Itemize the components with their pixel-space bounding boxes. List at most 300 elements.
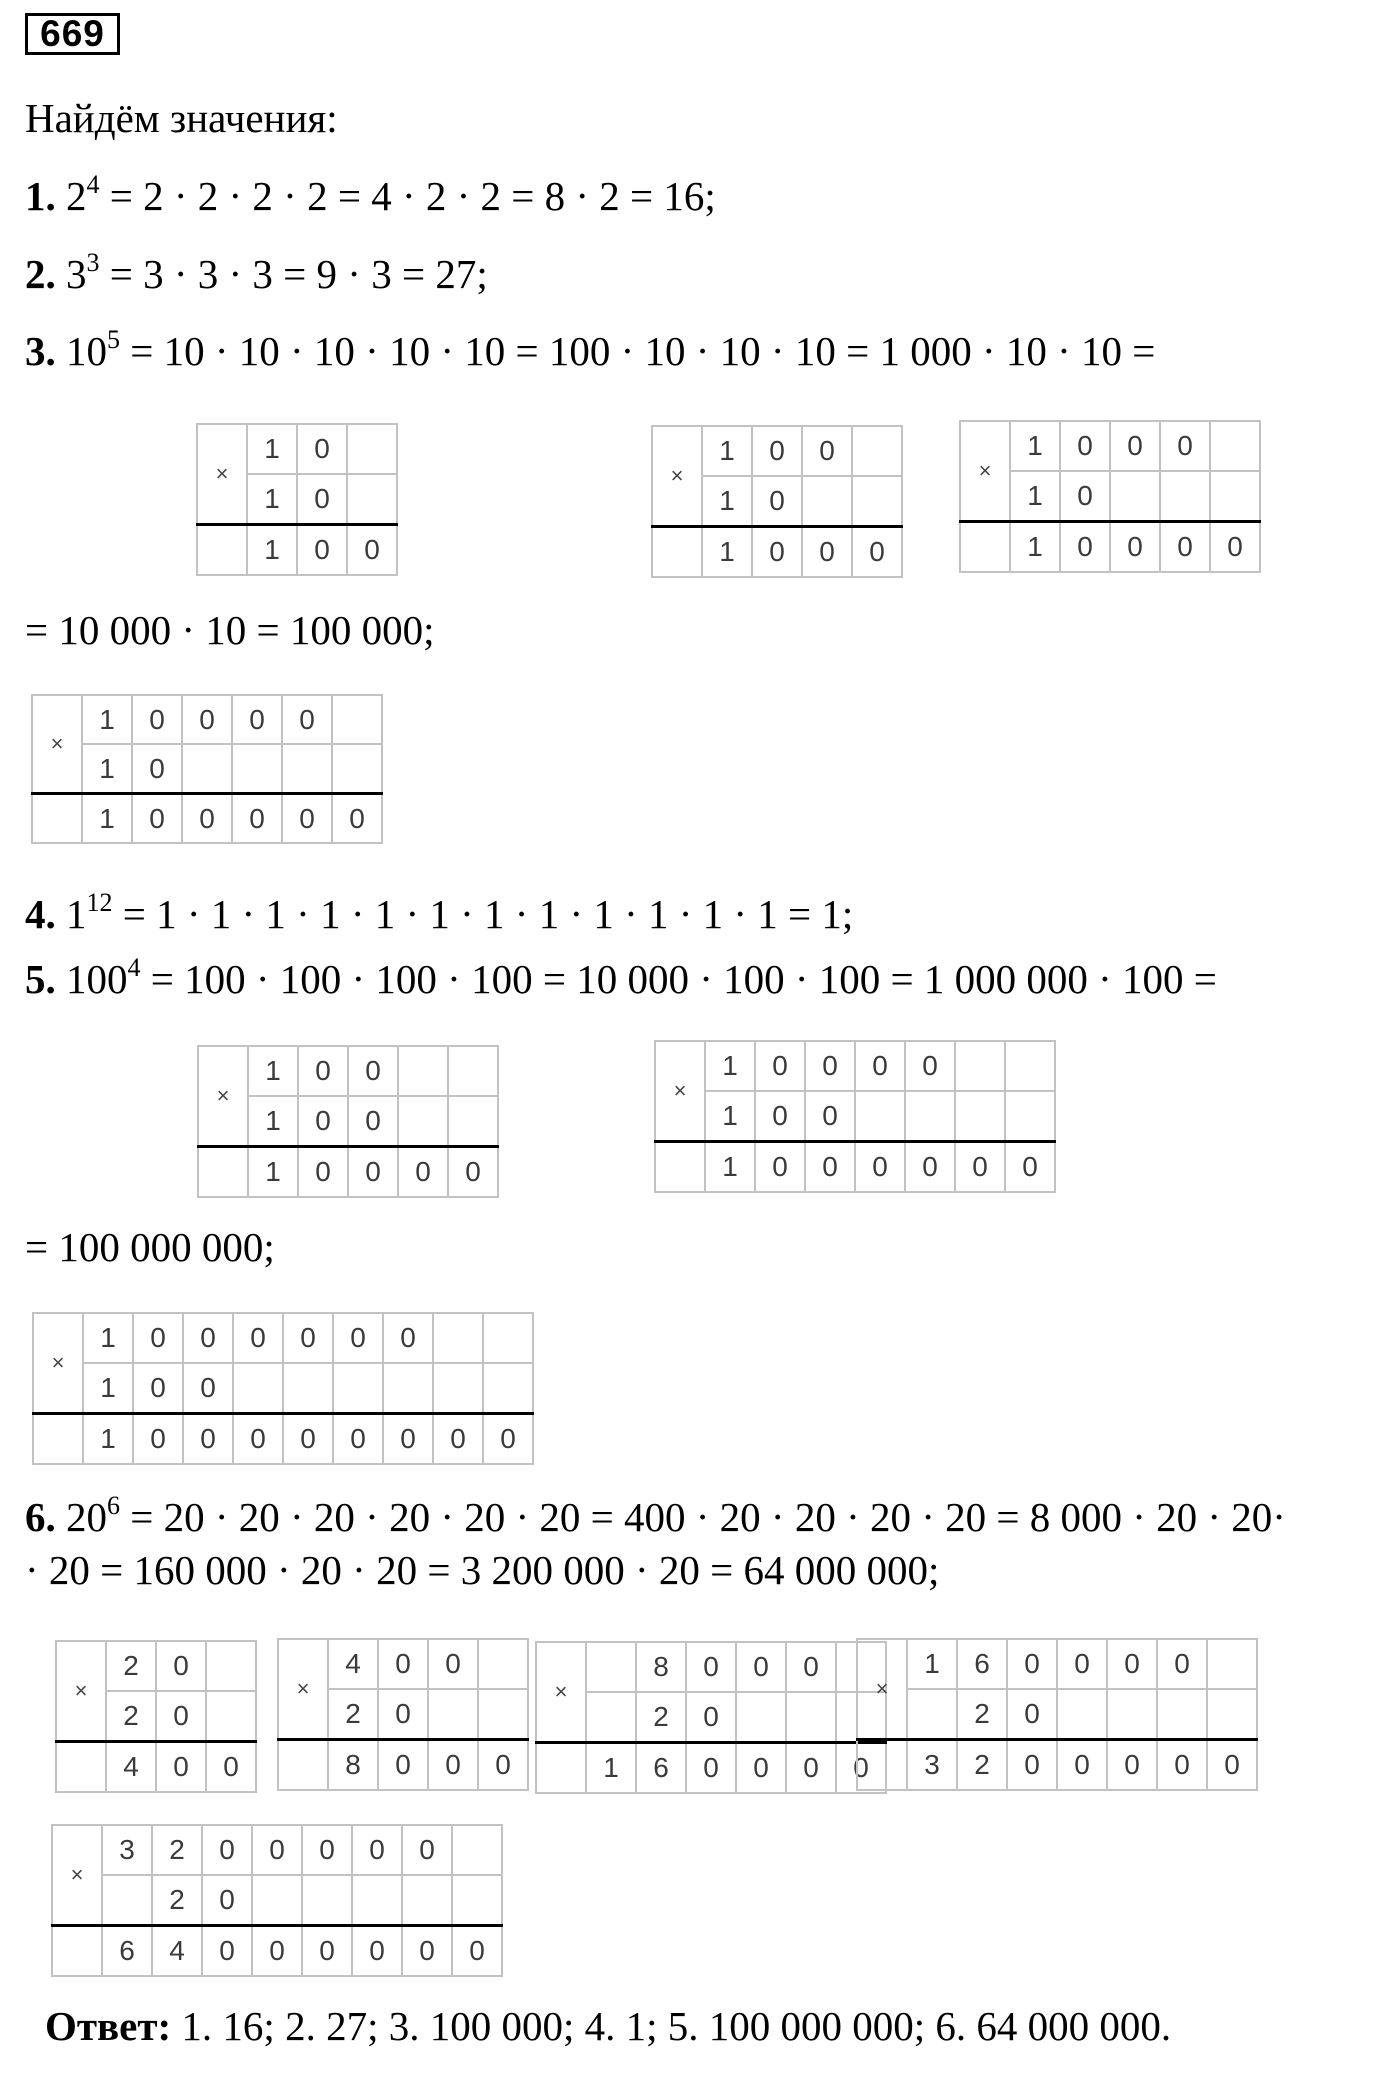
grid-row [33, 1363, 533, 1414]
grid-cell: 0 [855, 1142, 905, 1193]
grid-row [652, 527, 902, 578]
grid-cell: 0 [348, 1147, 398, 1198]
grid-cell [1207, 1639, 1257, 1689]
column-multiplication [959, 420, 1261, 573]
grid-cell: 0 [383, 1313, 433, 1363]
grid-cell [1005, 1041, 1055, 1091]
grid-cell [428, 1689, 478, 1740]
grid-row [278, 1740, 528, 1791]
item-number: 5. [25, 956, 56, 1002]
grid-cell: 0 [383, 1414, 433, 1465]
multiply-sign: × [278, 1639, 328, 1740]
grid-cell: 0 [1107, 1740, 1157, 1791]
grid-row [33, 1313, 533, 1363]
grid-cell: 0 [1060, 471, 1110, 522]
grid-row [536, 1692, 886, 1743]
column-multiplication [32, 1312, 534, 1465]
grid-cell [283, 1363, 333, 1414]
grid-cell [478, 1639, 528, 1689]
grid-row [655, 1041, 1055, 1091]
grid-cell [1110, 471, 1160, 522]
multiplication-grid [654, 1040, 1056, 1193]
grid-cell: 0 [1210, 522, 1260, 573]
grid-row [536, 1743, 886, 1794]
grid-cell: 0 [1207, 1740, 1257, 1791]
grid-cell: 0 [1060, 421, 1110, 471]
grid-cell: 1 [705, 1142, 755, 1193]
multiplication-grid [55, 1640, 257, 1793]
grid-cell [52, 1926, 102, 1977]
grid-cell: 0 [133, 1313, 183, 1363]
grid-row [655, 1091, 1055, 1142]
grid-cell: 0 [433, 1414, 483, 1465]
grid-cell: 0 [202, 1926, 252, 1977]
grid-cell [32, 794, 82, 844]
grid-cell [452, 1875, 502, 1926]
grid-cell: 1 [247, 424, 297, 474]
grid-cell [586, 1642, 636, 1692]
grid-cell: 0 [252, 1926, 302, 1977]
grid-row [857, 1639, 1257, 1689]
grid-cell [960, 522, 1010, 573]
grid-cell: 0 [805, 1041, 855, 1091]
power-base: 10 [66, 328, 107, 374]
grid-cell [802, 476, 852, 527]
grid-cell: 0 [483, 1414, 533, 1465]
grid-row [198, 1147, 498, 1198]
column-multiplication [51, 1824, 503, 1977]
item-number: 3. [25, 328, 56, 374]
column-multiplication [31, 694, 383, 844]
grid-cell [448, 1046, 498, 1096]
grid-cell [786, 1692, 836, 1743]
grid-cell: 4 [328, 1639, 378, 1689]
column-multiplication [856, 1638, 1258, 1791]
grid-cell: 0 [378, 1740, 428, 1791]
column-multiplication [535, 1641, 887, 1794]
item-6 [25, 1493, 1286, 1541]
grid-cell: 0 [1060, 522, 1110, 573]
grid-cell [1107, 1689, 1157, 1740]
grid-cell [483, 1313, 533, 1363]
grid-cell [483, 1363, 533, 1414]
grid-cell: 0 [836, 1743, 886, 1794]
column-multiplication [651, 425, 903, 578]
grid-cell [1207, 1689, 1257, 1740]
column-multiplication [197, 1045, 499, 1198]
grid-cell: 0 [297, 474, 347, 525]
grid-cell: 0 [1057, 1639, 1107, 1689]
item-number: 4. [25, 891, 56, 937]
grid-cell: 0 [183, 1414, 233, 1465]
grid-cell [383, 1363, 433, 1414]
power-base: 100 [66, 956, 128, 1002]
grid-cell: 0 [298, 1046, 348, 1096]
grid-cell: 0 [202, 1825, 252, 1875]
grid-cell: 3 [102, 1825, 152, 1875]
grid-cell: 0 [302, 1926, 352, 1977]
grid-cell: 0 [752, 527, 802, 578]
grid-cell: 2 [957, 1689, 1007, 1740]
grid-row [56, 1742, 256, 1793]
grid-cell: 0 [298, 1147, 348, 1198]
multiplication-grid [277, 1638, 529, 1791]
item-number: 1. [25, 173, 56, 219]
grid-row [32, 695, 382, 744]
grid-cell: 0 [332, 794, 382, 844]
grid-cell: 0 [802, 527, 852, 578]
power-exponent: 5 [107, 325, 120, 354]
intro-text: Найдём значения: [25, 95, 338, 141]
grid-cell: 2 [636, 1692, 686, 1743]
item-number: 2. [25, 251, 56, 297]
grid-cell: 0 [298, 1096, 348, 1147]
grid-row [32, 744, 382, 794]
grid-row [857, 1740, 1257, 1791]
grid-cell [332, 695, 382, 744]
multiply-sign: × [655, 1041, 705, 1142]
power-exponent: 4 [86, 170, 100, 199]
grid-cell: 0 [736, 1642, 786, 1692]
item-5 [25, 955, 1217, 1003]
grid-cell: 0 [282, 695, 332, 744]
grid-cell: 0 [402, 1825, 452, 1875]
grid-cell: 1 [83, 1363, 133, 1414]
grid-cell: 0 [1057, 1740, 1107, 1791]
column-multiplication [196, 423, 398, 576]
grid-cell: 1 [82, 794, 132, 844]
power-base: 3 [66, 251, 87, 297]
item-4 [25, 890, 853, 938]
grid-cell: 0 [755, 1041, 805, 1091]
grid-cell: 0 [852, 527, 902, 578]
grid-cell: 1 [247, 474, 297, 525]
multiply-sign: × [56, 1641, 106, 1742]
grid-cell: 0 [1007, 1689, 1057, 1740]
grid-cell: 4 [152, 1926, 202, 1977]
grid-cell: 1 [82, 695, 132, 744]
multiplication-grid [535, 1641, 887, 1794]
answer-label: Ответ: [45, 2003, 172, 2049]
grid-cell: 0 [398, 1147, 448, 1198]
grid-cell: 1 [83, 1414, 133, 1465]
multiply-sign: × [536, 1642, 586, 1743]
grid-cell: 0 [333, 1313, 383, 1363]
item-expression: = 100 · 100 · 100 · 100 = 10 000 · 100 · 100 = 1 000 000 · 100 = [140, 956, 1217, 1002]
grid-cell [332, 744, 382, 794]
grid-cell [478, 1689, 528, 1740]
grid-cell [855, 1091, 905, 1142]
grid-cell: 0 [132, 794, 182, 844]
grid-cell: 0 [478, 1740, 528, 1791]
grid-cell: 2 [957, 1740, 1007, 1791]
grid-cell: 1 [247, 525, 297, 576]
grid-cell: 0 [132, 744, 182, 794]
grid-cell: 0 [283, 1414, 333, 1465]
grid-cell: 8 [328, 1740, 378, 1791]
grid-cell: 0 [452, 1926, 502, 1977]
grid-cell [1157, 1689, 1207, 1740]
grid-cell: 0 [348, 1096, 398, 1147]
grid-cell: 4 [106, 1742, 156, 1793]
grid-cell [1210, 471, 1260, 522]
grid-cell: 0 [1107, 1639, 1157, 1689]
grid-cell: 0 [252, 1825, 302, 1875]
grid-cell: 0 [402, 1926, 452, 1977]
grid-cell: 6 [636, 1743, 686, 1794]
grid-cell [182, 744, 232, 794]
grid-row [857, 1689, 1257, 1740]
grid-cell: 1 [248, 1096, 298, 1147]
grid-cell: 0 [333, 1414, 383, 1465]
grid-cell: 0 [805, 1142, 855, 1193]
item-5-continuation: = 100 000 000; [25, 1224, 275, 1270]
grid-cell [857, 1740, 907, 1791]
grid-cell [206, 1641, 256, 1691]
grid-cell: 0 [183, 1313, 233, 1363]
multiplication-grid [959, 420, 1261, 573]
grid-cell: 0 [736, 1743, 786, 1794]
multiply-sign: × [197, 424, 247, 525]
power-exponent: 6 [107, 1491, 120, 1520]
grid-cell [452, 1825, 502, 1875]
grid-cell: 0 [202, 1875, 252, 1926]
item-1 [25, 172, 716, 220]
grid-cell: 1 [1010, 522, 1060, 573]
grid-cell: 0 [855, 1041, 905, 1091]
grid-cell: 0 [1005, 1142, 1055, 1193]
grid-cell: 0 [1110, 421, 1160, 471]
grid-cell [955, 1091, 1005, 1142]
item-expression: = 1 · 1 · 1 · 1 · 1 · 1 · 1 · 1 · 1 · 1 · 1 · 1 = 1; [112, 891, 854, 937]
grid-cell: 0 [206, 1742, 256, 1793]
item-number: 6. [25, 1494, 56, 1540]
grid-cell: 0 [156, 1742, 206, 1793]
multiplication-grid [31, 694, 383, 844]
grid-cell [206, 1691, 256, 1742]
grid-cell: 6 [102, 1926, 152, 1977]
multiplication-grid [32, 1312, 534, 1465]
grid-cell [652, 527, 702, 578]
grid-cell: 0 [805, 1091, 855, 1142]
grid-cell: 0 [786, 1743, 836, 1794]
grid-cell: 0 [755, 1091, 805, 1142]
grid-cell: 0 [1110, 522, 1160, 573]
grid-row [33, 1414, 533, 1465]
grid-cell: 2 [328, 1689, 378, 1740]
grid-cell: 0 [448, 1147, 498, 1198]
power-exponent: 12 [86, 888, 113, 917]
grid-cell: 0 [182, 794, 232, 844]
grid-cell: 6 [957, 1639, 1007, 1689]
grid-cell: 1 [702, 476, 752, 527]
grid-cell [736, 1692, 786, 1743]
grid-row [536, 1642, 886, 1692]
grid-cell: 1 [1010, 421, 1060, 471]
column-multiplication [277, 1638, 529, 1791]
grid-cell [448, 1096, 498, 1147]
grid-cell: 0 [283, 1313, 333, 1363]
grid-cell: 2 [106, 1641, 156, 1691]
multiply-sign: × [857, 1639, 907, 1740]
grid-cell: 0 [347, 525, 397, 576]
grid-cell [852, 426, 902, 476]
power-exponent: 3 [86, 248, 100, 277]
grid-cell [278, 1740, 328, 1791]
grid-cell: 0 [183, 1363, 233, 1414]
power-base: 1 [66, 891, 87, 937]
grid-cell: 2 [152, 1825, 202, 1875]
grid-cell [56, 1742, 106, 1793]
grid-cell: 0 [156, 1691, 206, 1742]
grid-cell: 1 [1010, 471, 1060, 522]
multiplication-grid [51, 1824, 503, 1977]
grid-cell: 1 [586, 1743, 636, 1794]
grid-cell: 0 [1160, 421, 1210, 471]
grid-cell: 0 [232, 695, 282, 744]
grid-cell: 0 [1007, 1740, 1057, 1791]
grid-cell [955, 1041, 1005, 1091]
power-exponent: 4 [127, 953, 141, 982]
grid-cell [333, 1363, 383, 1414]
grid-cell [197, 525, 247, 576]
grid-cell: 0 [686, 1642, 736, 1692]
grid-cell: 0 [133, 1414, 183, 1465]
grid-cell: 0 [352, 1926, 402, 1977]
grid-cell: 0 [133, 1363, 183, 1414]
multiplication-grid [651, 425, 903, 578]
grid-cell: 0 [1160, 522, 1210, 573]
grid-cell [655, 1142, 705, 1193]
grid-cell: 0 [156, 1641, 206, 1691]
grid-cell: 1 [702, 527, 752, 578]
grid-row [960, 522, 1260, 573]
multiply-sign: × [960, 421, 1010, 522]
grid-cell: 0 [182, 695, 232, 744]
grid-cell: 2 [152, 1875, 202, 1926]
item-3 [25, 327, 1155, 375]
grid-cell: 0 [802, 426, 852, 476]
grid-cell: 0 [755, 1142, 805, 1193]
grid-row [960, 421, 1260, 471]
grid-cell: 0 [348, 1046, 398, 1096]
grid-cell: 0 [786, 1642, 836, 1692]
grid-row [655, 1142, 1055, 1193]
grid-row [197, 424, 397, 474]
grid-cell: 0 [905, 1041, 955, 1091]
grid-cell: 0 [686, 1743, 736, 1794]
grid-cell: 0 [352, 1825, 402, 1875]
grid-cell [433, 1363, 483, 1414]
grid-cell [586, 1692, 636, 1743]
grid-cell: 8 [636, 1642, 686, 1692]
grid-cell: 0 [752, 426, 802, 476]
grid-cell [347, 424, 397, 474]
grid-cell [398, 1046, 448, 1096]
grid-cell: 0 [1157, 1639, 1207, 1689]
grid-row [52, 1926, 502, 1977]
grid-cell [232, 744, 282, 794]
grid-cell: 1 [907, 1639, 957, 1689]
grid-cell: 0 [905, 1142, 955, 1193]
grid-cell: 0 [233, 1313, 283, 1363]
grid-cell [233, 1363, 283, 1414]
multiply-sign: × [198, 1046, 248, 1147]
grid-cell: 0 [232, 794, 282, 844]
grid-cell [907, 1689, 957, 1740]
grid-row [32, 794, 382, 844]
item-3-continuation: = 10 000 · 10 = 100 000; [25, 607, 435, 653]
grid-cell: 1 [705, 1091, 755, 1142]
multiply-sign: × [652, 426, 702, 527]
grid-row [198, 1046, 498, 1096]
grid-cell: 1 [248, 1046, 298, 1096]
item-expression: = 10 · 10 · 10 · 10 · 10 = 100 · 10 · 10 · 10 = 1 000 · 10 · 10 = [120, 328, 1156, 374]
grid-cell: 2 [106, 1691, 156, 1742]
grid-cell: 1 [702, 426, 752, 476]
multiplication-grid [197, 1045, 499, 1198]
grid-cell [347, 474, 397, 525]
grid-cell: 0 [686, 1692, 736, 1743]
grid-cell: 0 [233, 1414, 283, 1465]
grid-cell: 0 [378, 1639, 428, 1689]
item-expression: = 2 · 2 · 2 · 2 = 4 · 2 · 2 = 8 · 2 = 16; [99, 173, 716, 219]
grid-cell: 1 [248, 1147, 298, 1198]
grid-cell [433, 1313, 483, 1363]
grid-cell: 1 [83, 1313, 133, 1363]
grid-cell [1005, 1091, 1055, 1142]
grid-row [197, 525, 397, 576]
grid-cell [102, 1875, 152, 1926]
grid-cell: 0 [955, 1142, 1005, 1193]
power-base: 20 [66, 1494, 107, 1540]
column-multiplication [654, 1040, 1056, 1193]
grid-cell [905, 1091, 955, 1142]
grid-cell: 1 [705, 1041, 755, 1091]
task-number: 669 [25, 13, 120, 55]
grid-cell [252, 1875, 302, 1926]
grid-cell [1210, 421, 1260, 471]
grid-cell: 0 [378, 1689, 428, 1740]
grid-cell [1057, 1689, 1107, 1740]
grid-cell [402, 1875, 452, 1926]
grid-cell: 0 [297, 525, 347, 576]
grid-cell [282, 744, 332, 794]
item-expression: = 3 · 3 · 3 = 9 · 3 = 27; [99, 251, 488, 297]
grid-cell: 0 [302, 1825, 352, 1875]
grid-row [52, 1825, 502, 1875]
item-6-continuation: · 20 = 160 000 · 20 · 20 = 3 200 000 · 20 = 64 000 000; [25, 1547, 940, 1593]
answer-line [45, 2002, 1171, 2050]
item-expression: = 20 · 20 · 20 · 20 · 20 · 20 = 400 · 20 · 20 · 20 · 20 = 8 000 · 20 · 20· [120, 1494, 1286, 1540]
grid-cell: 0 [752, 476, 802, 527]
grid-cell: 1 [82, 744, 132, 794]
grid-row [56, 1641, 256, 1691]
item-2 [25, 250, 488, 298]
column-multiplication [55, 1640, 257, 1793]
grid-row [52, 1875, 502, 1926]
grid-cell: 3 [907, 1740, 957, 1791]
grid-cell [536, 1743, 586, 1794]
grid-cell: 0 [1157, 1740, 1207, 1791]
grid-cell [352, 1875, 402, 1926]
grid-cell: 0 [428, 1639, 478, 1689]
grid-cell [198, 1147, 248, 1198]
power-base: 2 [66, 173, 87, 219]
grid-cell [398, 1096, 448, 1147]
multiplication-grid [856, 1638, 1258, 1791]
grid-cell: 0 [428, 1740, 478, 1791]
